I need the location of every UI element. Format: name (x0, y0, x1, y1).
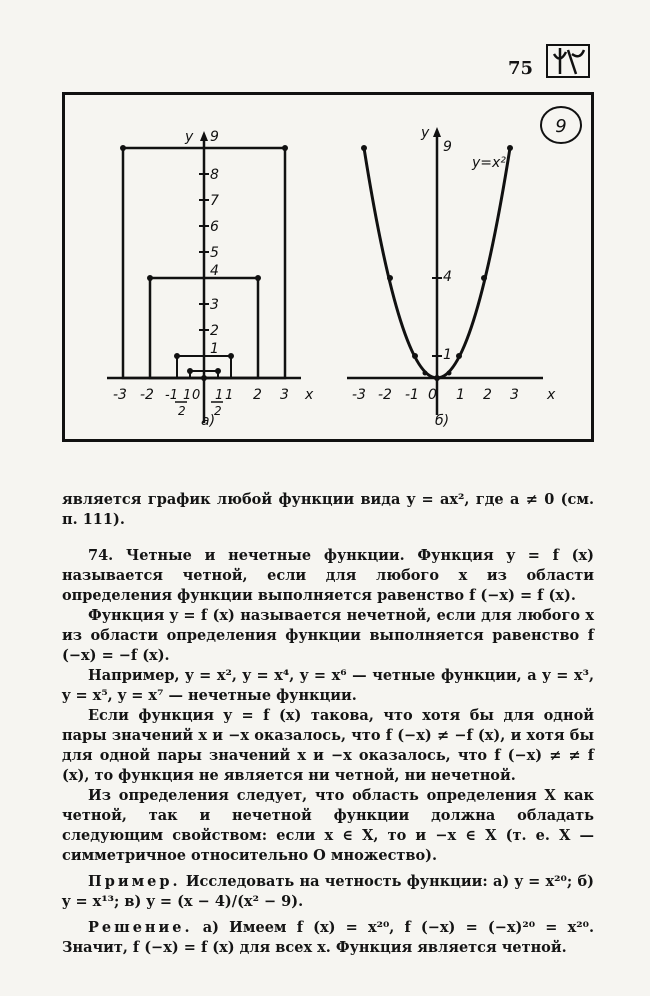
left-plot (107, 129, 314, 429)
para-solution (62, 918, 594, 958)
svg-text:x: x (547, 387, 556, 403)
para-continuation: является график любой функции вида y = ax², где a ≠ 0 (см. п. 111). (62, 491, 594, 528)
solution-label: Решение. (88, 919, 193, 936)
svg-text:1: 1 (443, 347, 452, 363)
page-number: 75 (508, 58, 534, 79)
svg-text:-1: -1 (405, 387, 419, 403)
svg-text:9: 9 (210, 129, 219, 145)
svg-text:x: x (305, 387, 314, 403)
svg-text:1: 1 (210, 341, 219, 357)
svg-text:6: 6 (210, 219, 219, 235)
svg-text:-2: -2 (378, 387, 392, 403)
para-definition-even: 74. Четные и нечетные функции. Функция y = f (x) называется четной, если для любого x из области определения функции выполняется равенство f (−x) = f (x). (62, 547, 594, 604)
svg-text:8: 8 (210, 167, 219, 183)
svg-text:2: 2 (253, 387, 262, 403)
svg-text:7: 7 (210, 193, 219, 209)
svg-text:y=x²: y=x² (472, 155, 506, 171)
svg-text:-3: -3 (113, 387, 127, 403)
example-label: Пример. (88, 873, 181, 890)
svg-text:5: 5 (210, 245, 219, 261)
para-example-task (62, 872, 594, 912)
para-definition-odd: Функция y = f (x) называется нечетной, если для любого x из области определения функции выполняется равенство f (−x) = −f (x). (62, 607, 594, 664)
svg-text:2: 2 (214, 404, 222, 418)
svg-text:4: 4 (443, 269, 452, 285)
right-plot (347, 125, 556, 429)
example-body: Исследовать на четность функции: а) y = x²⁰; б) y = x¹³; в) y = (x − 4)/(x² − 9). (62, 873, 594, 910)
svg-text:1: 1 (225, 388, 234, 403)
svg-text:y: y (421, 125, 430, 141)
figure-frame (62, 92, 594, 442)
svg-text:1: 1 (183, 388, 192, 403)
svg-text:0: 0 (428, 387, 437, 403)
svg-text:1: 1 (456, 387, 465, 403)
svg-text:y: y (185, 129, 194, 145)
svg-text:0: 0 (192, 388, 201, 403)
para-examples: Например, y = x², y = x⁴, y = x⁶ — четные функции, а y = x³, y = x⁵, y = x⁷ — нечетные функции. (62, 667, 594, 704)
para-neither: Если функция y = f (x) такова, что хотя бы для одной пары значений x и −x оказалось, что f (−x) ≠ −f (x), и хотя бы для одной пары значений x и −x оказалось, что f (−x) ≠ ≠ f (x), то функция не является ни четной, ни нечетной. (62, 707, 594, 784)
svg-text:2: 2 (178, 404, 186, 418)
section-logo-icon (546, 44, 590, 78)
figure-number-badge (541, 107, 581, 143)
svg-text:3: 3 (280, 387, 289, 403)
svg-text:-2: -2 (140, 387, 154, 403)
svg-text:9: 9 (443, 139, 452, 155)
svg-text:2: 2 (210, 323, 219, 339)
svg-text:9: 9 (555, 116, 567, 137)
solution-body: а) Имеем f (x) = x²⁰, f (−x) = (−x)²⁰ = x²⁰. Значит, f (−x) = f (x) для всех x. Функция является четной. (62, 919, 594, 956)
svg-text:4: 4 (210, 263, 219, 279)
svg-text:б): б) (435, 413, 450, 429)
para-domain: Из определения следует, что область определения X как четной, так и нечетной функции должна обладать следующим свойством: если x ∈ X, то и −x ∈ X (т. е. X — симметричное относительно O множество). (62, 787, 594, 864)
svg-text:3: 3 (210, 297, 219, 313)
svg-text:3: 3 (510, 387, 519, 403)
svg-text:а): а) (201, 413, 216, 429)
svg-text:1: 1 (215, 388, 224, 403)
svg-text:-1: -1 (165, 388, 178, 403)
svg-text:2: 2 (483, 387, 492, 403)
svg-text:-3: -3 (352, 387, 366, 403)
